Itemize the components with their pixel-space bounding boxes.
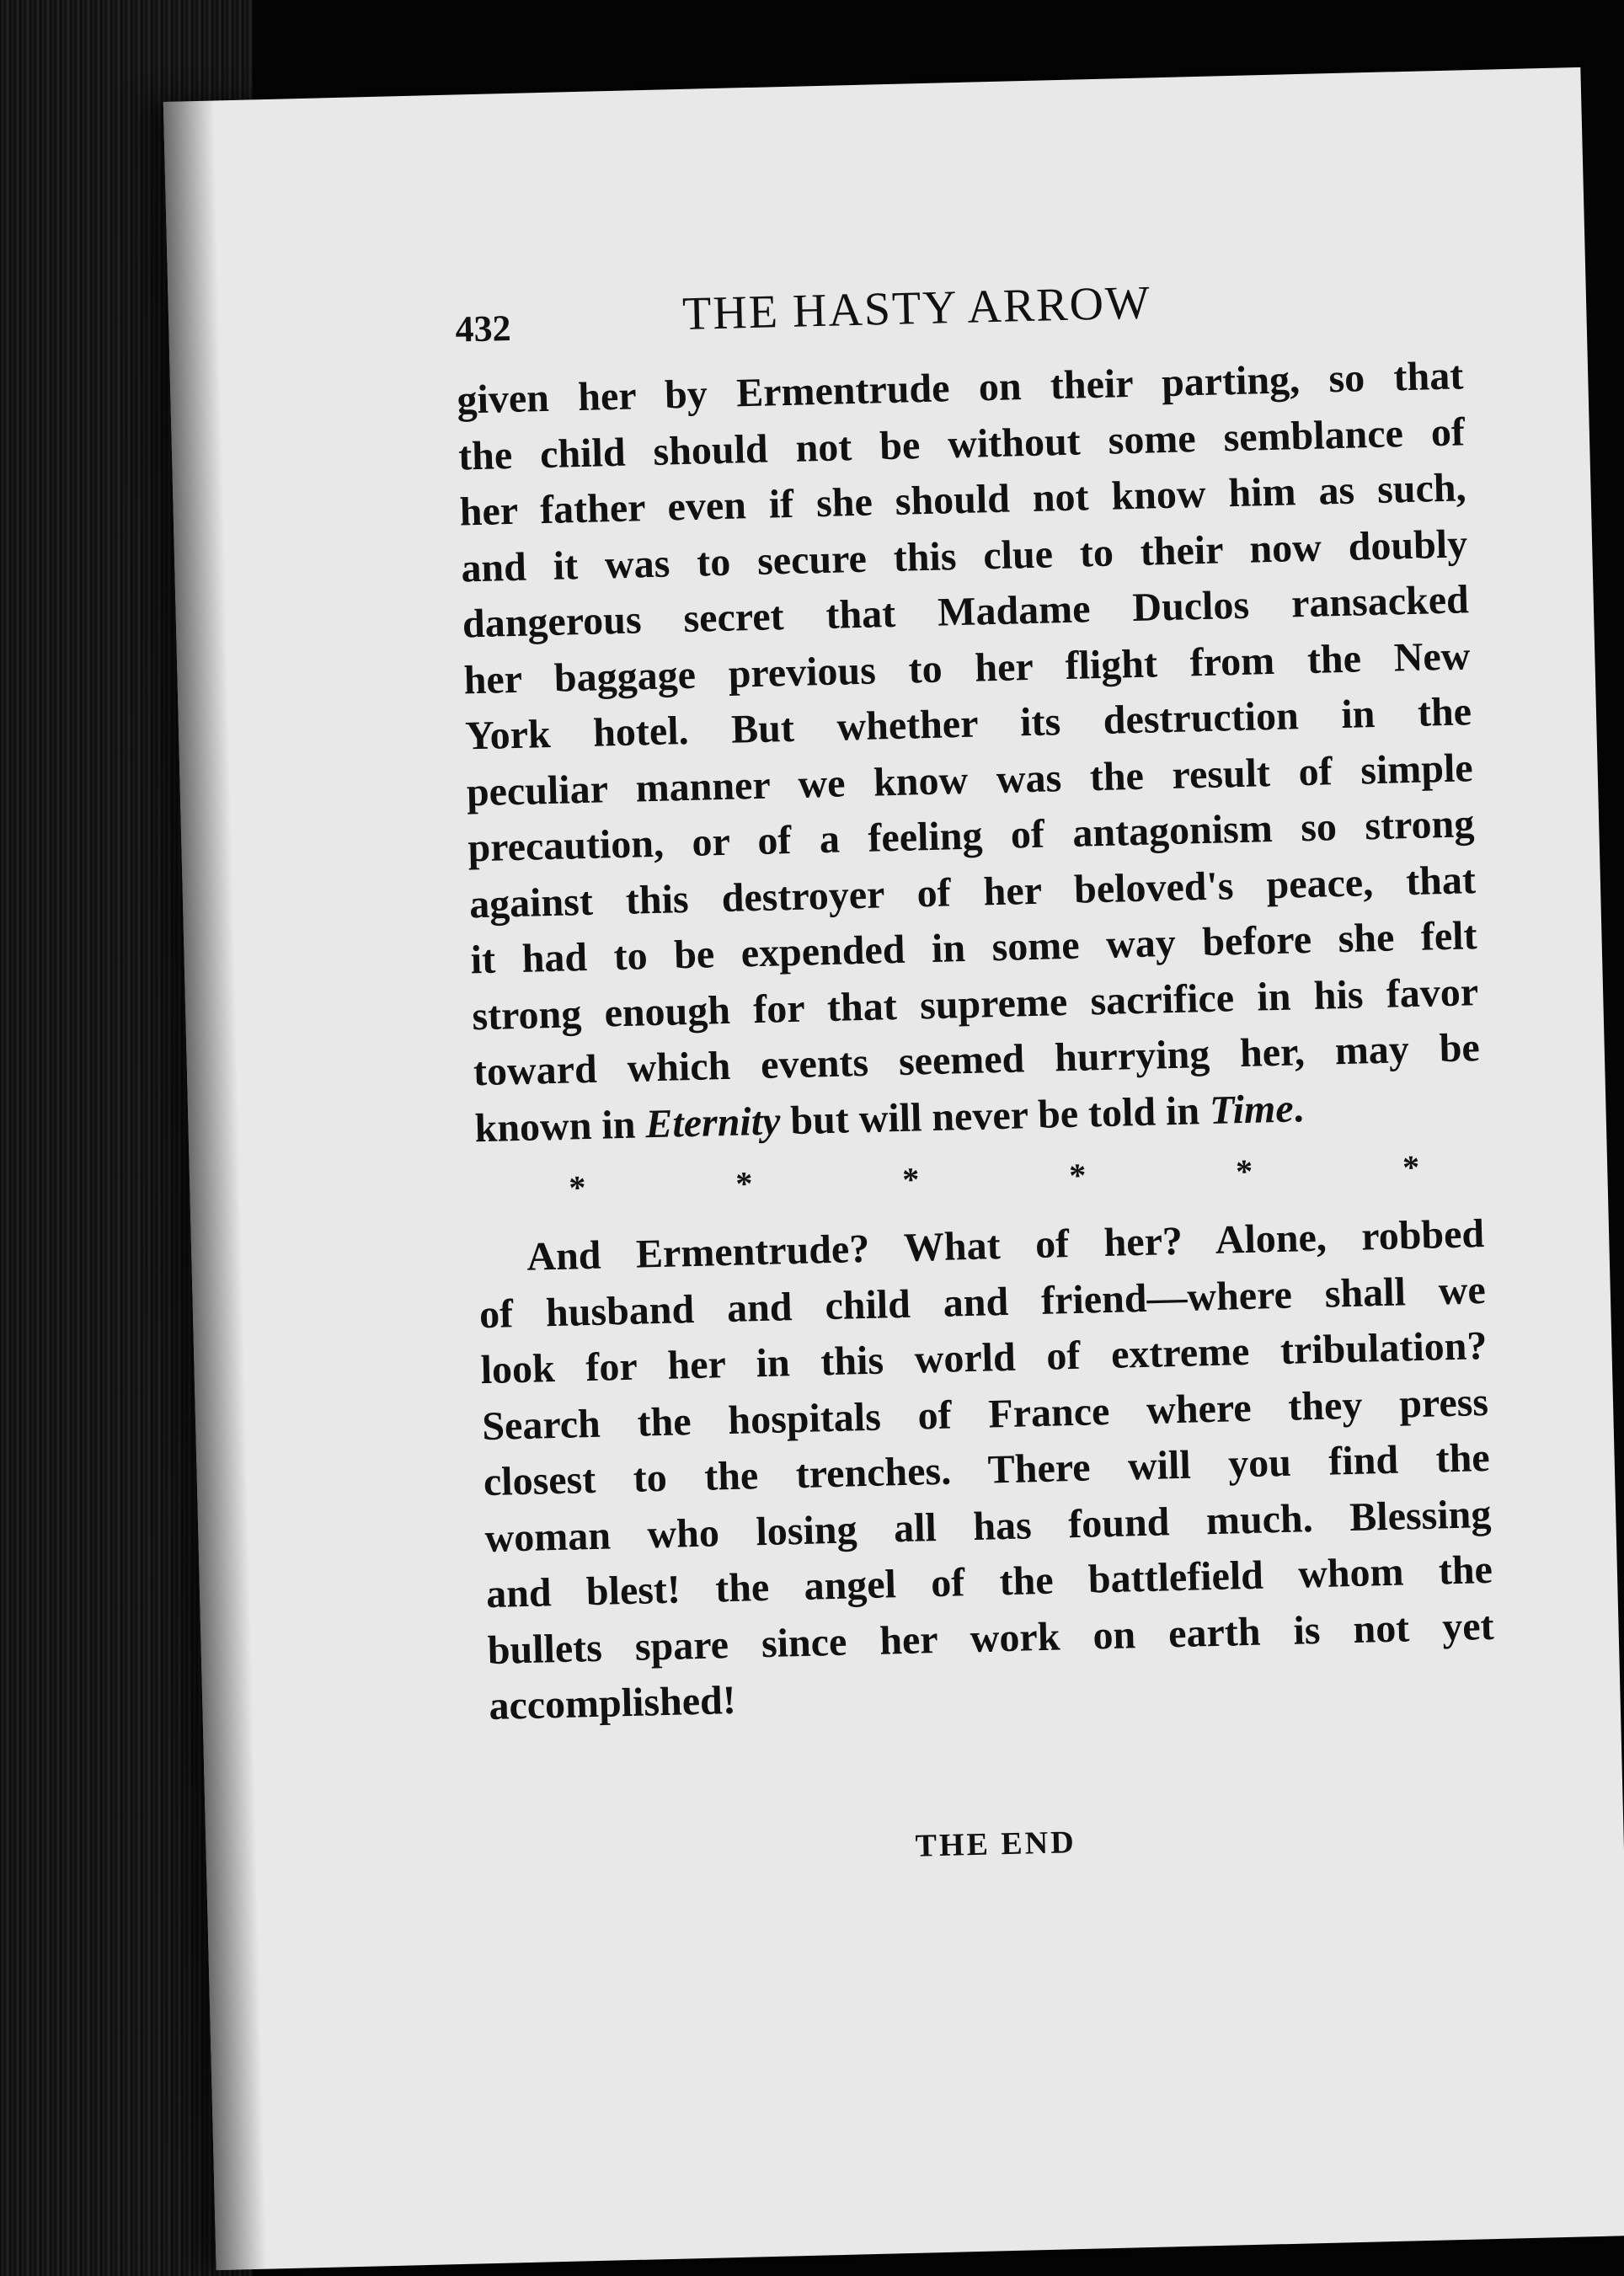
text-line: against this destroyer of her beloved's peace, that: [468, 857, 1477, 927]
asterisk: *: [1235, 1151, 1253, 1191]
italic-word: Eternity: [644, 1098, 782, 1146]
italic-word: Time: [1209, 1086, 1295, 1133]
running-title: THE HASTY ARROW: [681, 276, 1152, 340]
the-end-label: THE END: [915, 1825, 1077, 1864]
book-page: [163, 67, 1624, 2270]
text-segment: but will never be told in: [779, 1087, 1210, 1143]
asterisk: *: [901, 1160, 920, 1199]
text-line: the child should not be without some semblance of: [457, 409, 1466, 479]
text-line: York hotel. But whether its destruction in the: [464, 689, 1472, 759]
text-line: bullets spare since her work on earth is not yet: [487, 1603, 1495, 1673]
text-line: dangerous secret that Madame Duclos ransacked: [462, 577, 1470, 647]
text-line: and blest! the angel of the battlefield whom the: [485, 1547, 1493, 1617]
text-line: And Ermentrude? What of her? Alone, robbed: [526, 1211, 1485, 1280]
text-line: strong enough for that supreme sacrifice in his favor: [471, 969, 1479, 1039]
text-line: her father even if she should not know him as such,: [459, 465, 1467, 535]
text-line: Search the hospitals of France where they press: [481, 1379, 1489, 1449]
text-line: precaution, or of a feeling of antagonism so strong: [467, 801, 1475, 871]
text-line: it had to be expended in some way before she felt: [470, 913, 1478, 983]
asterisk: *: [1402, 1147, 1420, 1187]
text-line: peculiar manner we know was the result of simple: [466, 745, 1474, 815]
asterisk: *: [735, 1164, 753, 1203]
text-line-last: accomplished!: [488, 1677, 737, 1729]
text-line: look for her in this world of extreme tribulation?: [480, 1322, 1488, 1393]
text-segment: .: [1292, 1085, 1305, 1131]
asterisk: *: [568, 1168, 586, 1207]
asterisk: *: [1068, 1156, 1087, 1195]
page-header: [454, 268, 1466, 360]
paragraph-1: [457, 348, 1482, 1157]
text-segment: known in: [474, 1101, 647, 1151]
text-line: of husband and child and friend—where shall we: [478, 1267, 1487, 1337]
text-line: woman who losing all has found much. Blessing: [483, 1491, 1492, 1561]
text-line: and it was to secure this clue to their now doubly: [460, 521, 1468, 590]
text-line: given her by Ermentrude on their parting, so that: [456, 353, 1464, 423]
page-number: 432: [454, 307, 512, 350]
text-line: closest to the trenches. There will you find the: [483, 1435, 1491, 1505]
body-text: [457, 348, 1496, 1734]
text-line: her baggage previous to her flight from the New: [463, 633, 1471, 703]
text-line: toward which events seemed hurrying her, may be: [473, 1025, 1481, 1095]
paragraph-2: [478, 1206, 1496, 1735]
